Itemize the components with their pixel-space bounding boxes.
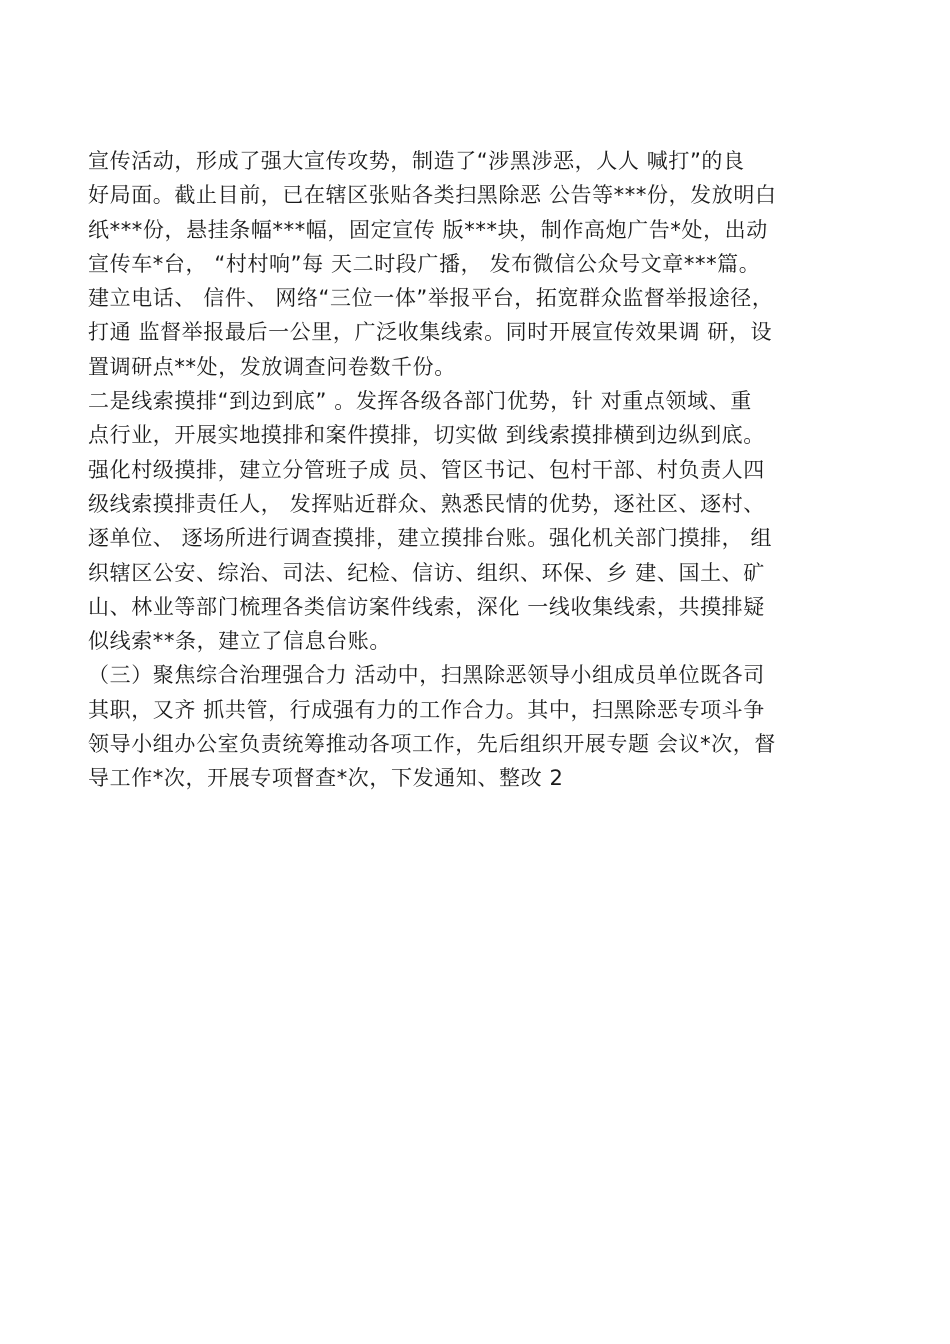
text-line: 置调研点**处，发放调查问卷数千份。	[88, 354, 456, 379]
body-text	[88, 144, 878, 796]
text-line: 导工作*次，开展专项督查*次，下发通知、整改 2	[88, 766, 564, 791]
text-line: 点行业，开展实地摸排和案件摸排，切实做 到线索摸排横到边纵到底。	[88, 423, 765, 448]
text-line: 好局面。截止目前，已在辖区张贴各类扫黑除恶 公告等***份，发放明白	[88, 183, 777, 208]
text-line: 纸***份，悬挂条幅***幅，固定宣传 版***块，制作高炮广告*处，出动	[88, 217, 768, 242]
text-line: 山、林业等部门梳理各类信访案件线索，深化 一线收集线索，共摸排疑	[88, 594, 765, 619]
text-line: 宣传车*台， “村村响”每 天二时段广播， 发布微信公众号文章***篇。	[88, 251, 761, 276]
text-line: 宣传活动，形成了强大宣传攻势，制造了“涉黑涉恶，人人 喊打”的良	[88, 149, 745, 173]
text-line: 其职，又齐 抓共管，行成强有力的工作合力。其中，扫黑除恶专项斗争	[88, 697, 765, 722]
text-line: 逐单位、 逐场所进行调查摸排，建立摸排台账。强化机关部门摸排， 组	[88, 526, 773, 551]
text-line: 强化村级摸排，建立分管班子成 员、管区书记、包村干部、村负责人四	[88, 457, 765, 482]
text-line: 似线索**条，建立了信息台账。	[88, 629, 391, 654]
text-line: 领导小组办公室负责统筹推动各项工作，先后组织开展专题 会议*次，督	[88, 732, 776, 757]
text-line: 级线索摸排责任人， 发挥贴近群众、熟悉民情的优势，逐社区、逐村、	[88, 491, 765, 516]
text-line: 织辖区公安、综治、司法、纪检、信访、组织、环保、乡 建、国土、矿	[88, 560, 765, 585]
text-line: 建立电话、 信件、 网络“三位一体”举报平台，拓宽群众监督举报途径，	[88, 286, 774, 311]
text-line: 二是线索摸排“到边到底” 。发挥各级各部门优势，针 对重点领域、重	[88, 389, 752, 414]
text-line: （三）聚焦综合治理强合力 活动中，扫黑除恶领导小组成员单位既各司	[88, 663, 765, 688]
text-line: 打通 监督举报最后一公里，广泛收集线索。同时开展宣传效果调 研，设	[88, 320, 773, 345]
